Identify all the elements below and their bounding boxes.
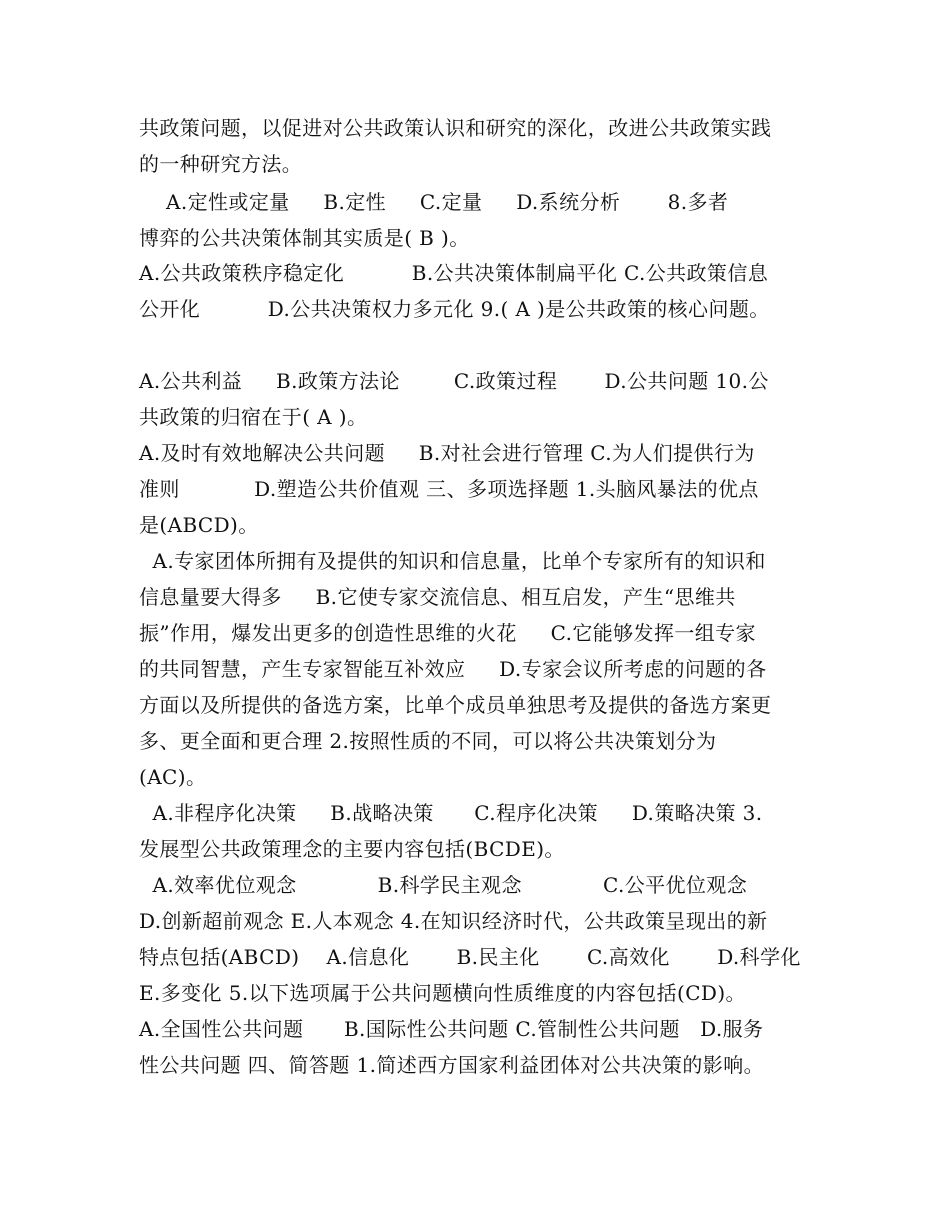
text-line: 共政策的归宿在于( A )。 (139, 405, 368, 429)
text-line: A.全国性公共问题 B.国际性公共问题 C.管制性公共问题 D.服务 (139, 1017, 764, 1041)
text-line: 性公共问题 四、简答题 1.简述西方国家利益团体对公共决策的影响。 (139, 1053, 764, 1077)
text-line: (AC)。 (139, 765, 207, 789)
text-line: 特点包括(ABCD) A.信息化 B.民主化 C.高效化 D.科学化 (139, 945, 801, 969)
text-line: A.专家团体所拥有及提供的知识和信息量，比单个专家所有的知识和 (139, 549, 766, 573)
text-line: A.定性或定量 B.定性 C.定量 D.系统分析 8.多者 (139, 190, 729, 214)
text-line: 是(ABCD)。 (139, 513, 259, 537)
text-line: 准则 D.塑造公共价值观 三、多项选择题 1.头脑风暴法的优点 (139, 477, 759, 501)
text-line: 共政策问题，以促进对公共政策认识和研究的深化，改进公共政策实践 (139, 116, 772, 140)
text-line: 的一种研究方法。 (139, 152, 303, 176)
text-line: A.效率优位观念 B.科学民主观念 C.公平优位观念 (139, 873, 748, 897)
text-line: A.公共政策秩序稳定化 B.公共决策体制扁平化 C.公共政策信息 (139, 261, 769, 285)
text-line: A.非程序化决策 B.战略决策 C.程序化决策 D.策略决策 3. (139, 801, 763, 825)
text-line: E.多变化 5.以下选项属于公共问题横向性质维度的内容包括(CD)。 (139, 981, 746, 1005)
text-line: D.创新超前观念 E.人本观念 4.在知识经济时代，公共政策呈现出的新 (139, 909, 768, 933)
text-line: 博弈的公共决策体制其实质是( B )。 (139, 226, 470, 250)
text-line: 方面以及所提供的备选方案，比单个成员单独思考及提供的备选方案更 (139, 693, 772, 717)
text-line: 多、更全面和更合理 2.按照性质的不同，可以将公共决策划分为 (139, 729, 717, 753)
text-line: 公开化 D.公共决策权力多元化 9.( A )是公共政策的核心问题。 (139, 297, 770, 321)
text-line: 信息量要大得多 B.它使专家交流信息、相互启发，产生“思维共 (139, 585, 736, 609)
text-line: 发展型公共政策理念的主要内容包括(BCDE)。 (139, 837, 565, 861)
text-line: A.公共利益 B.政策方法论 C.政策过程 D.公共问题 10.公 (139, 369, 769, 393)
text-line: A.及时有效地解决公共问题 B.对社会进行管理 C.为人们提供行为 (139, 441, 755, 465)
text-line: 的共同智慧，产生专家智能互补效应 D.专家会议所考虑的问题的各 (139, 657, 767, 681)
text-line: 振”作用，爆发出更多的创造性思维的火花 C.它能够发挥一组专家 (139, 621, 756, 645)
